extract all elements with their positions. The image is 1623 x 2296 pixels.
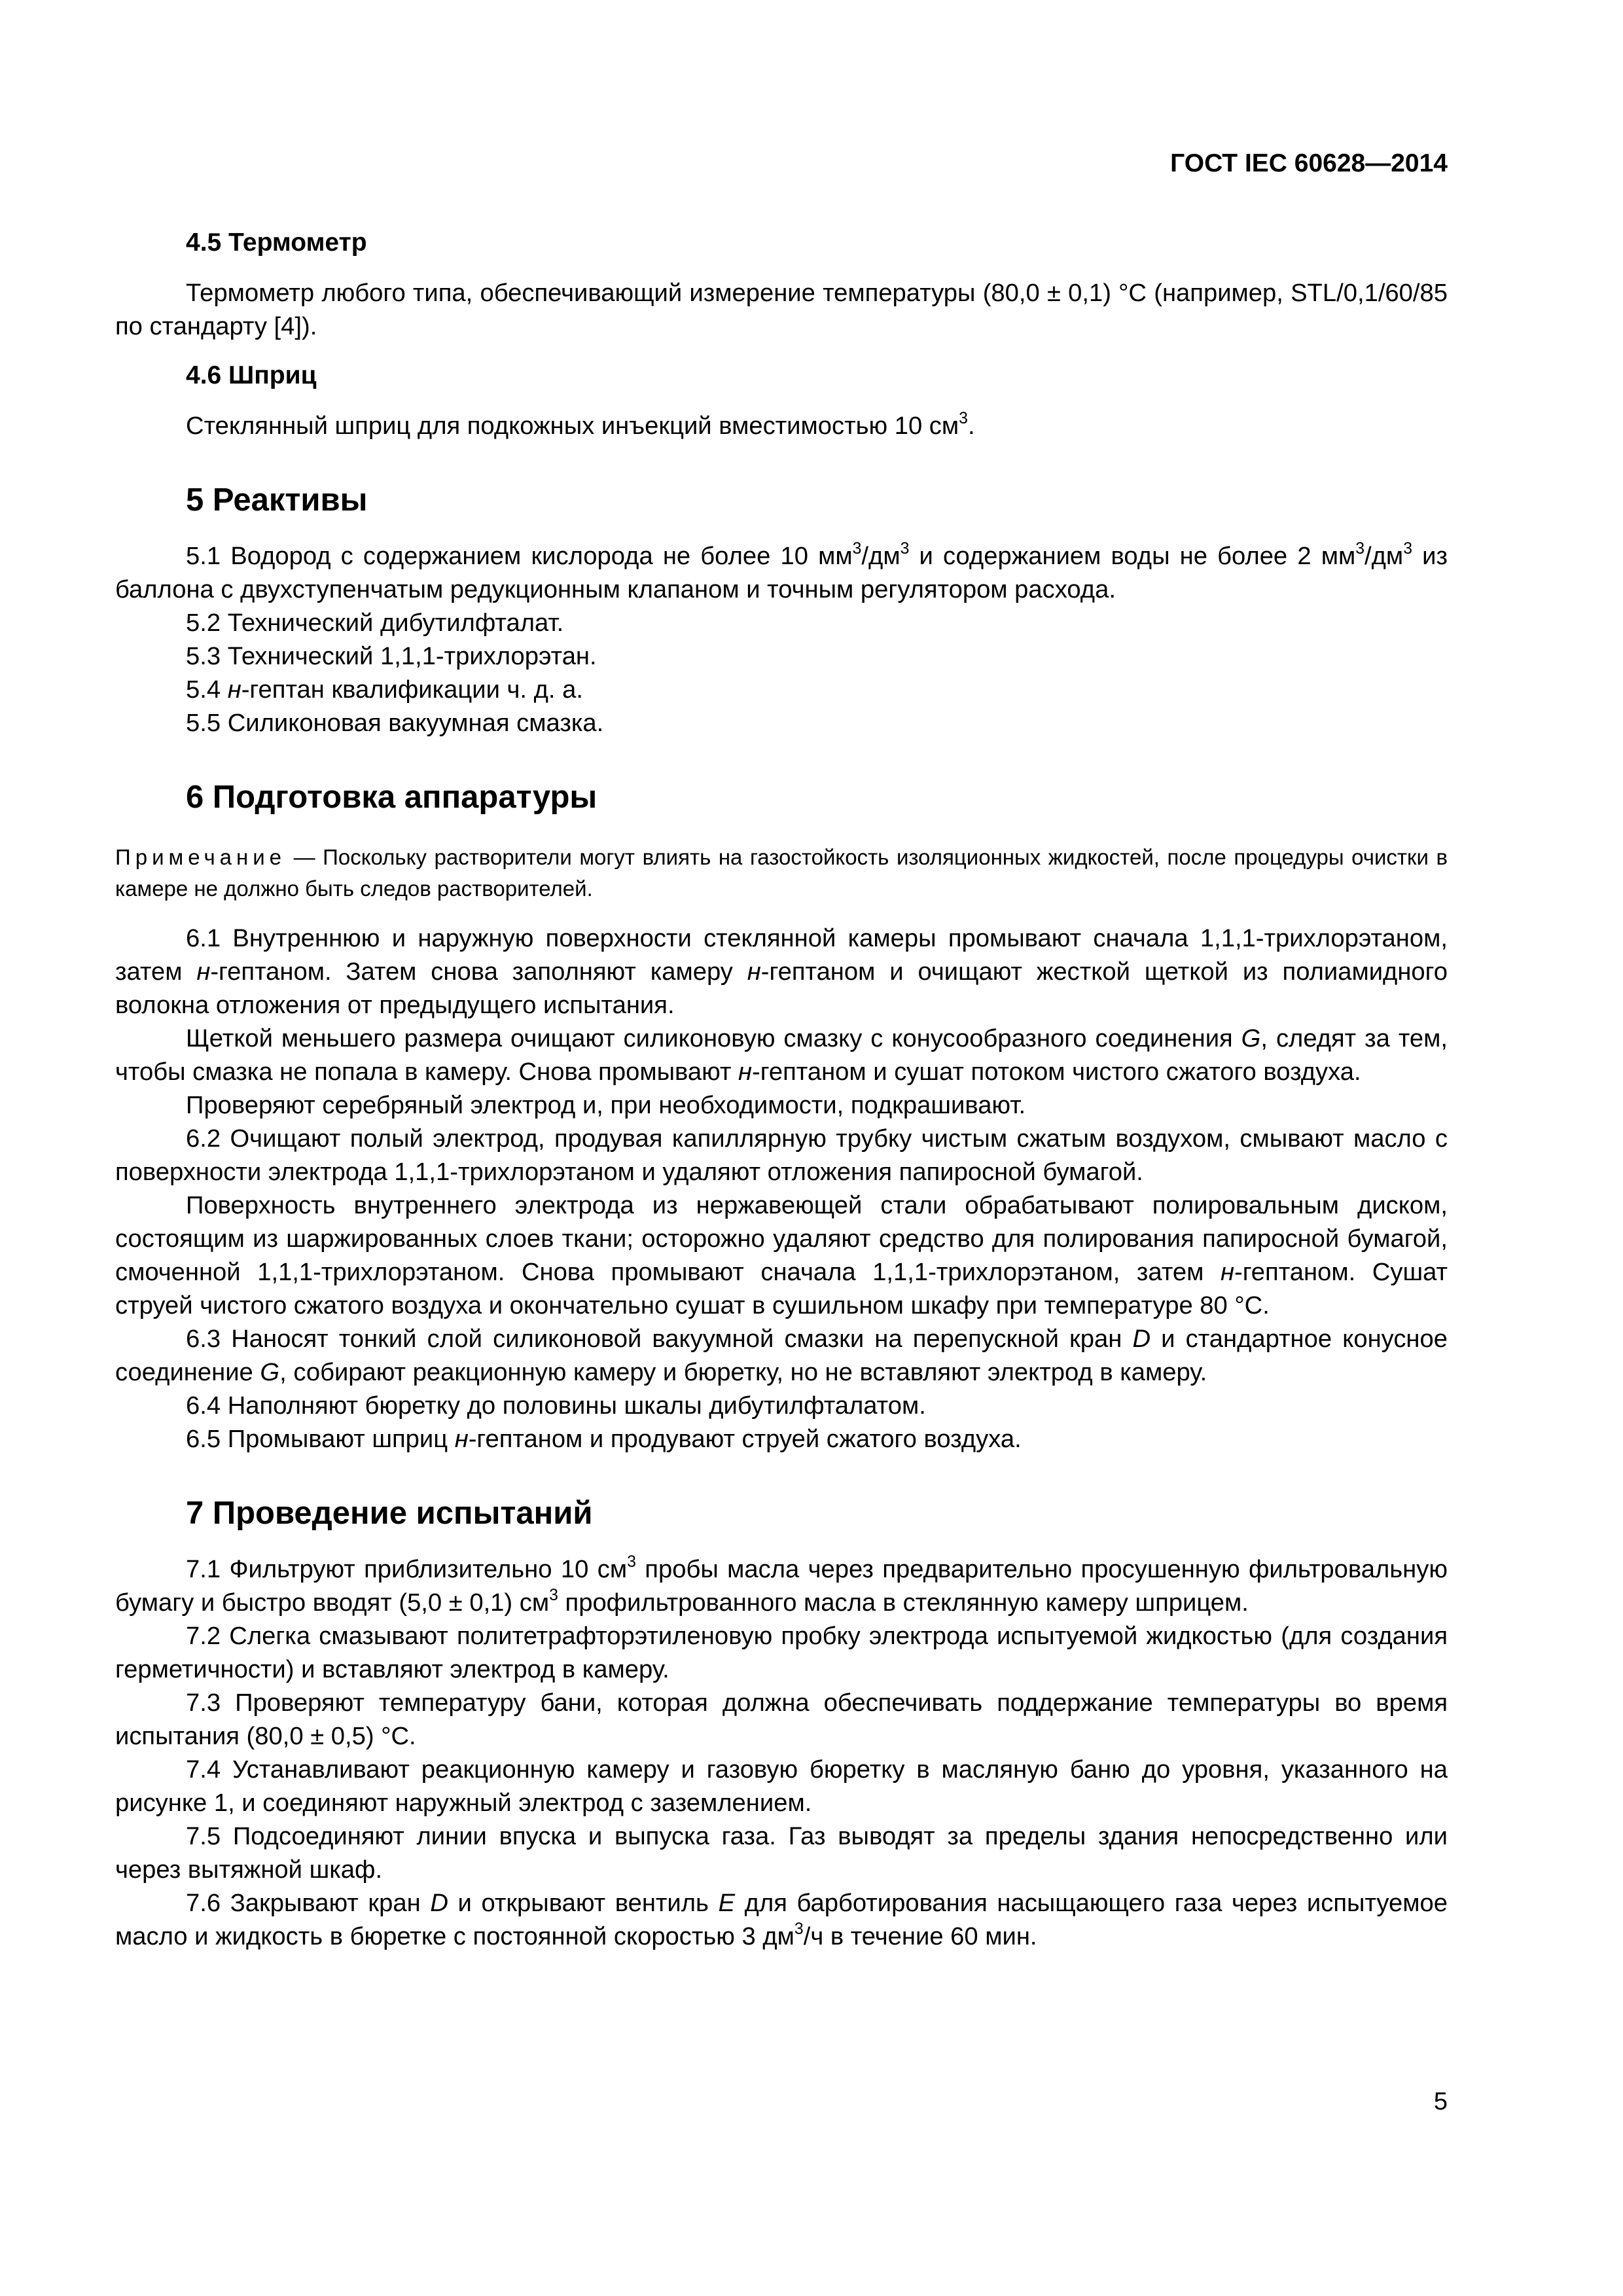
paragraph-6-5: 6.5 Промывают шприц н-гептаном и продувают струей сжатого воздуха. <box>186 1425 1022 1453</box>
paragraph-6-4: 6.4 Наполняют бюретку до половины шкалы дибутилфталатом. <box>186 1391 926 1420</box>
paragraph-7-1: 7.1 Фильтруют приблизительно 10 $см^3$ пробы масла через предварительно просушенную фильтровальную бумагу и быстро вводят (5,0 ± 0,1) $см^3$ профильтрованного масла в стеклянную камеру шприцем. <box>115 1552 1448 1617</box>
paragraph-5-3: 5.3 Технический 1,1,1-трихлорэтан. <box>186 642 597 670</box>
section-4-5-text: Термометр любого типа, обеспечивающий измерение температуры (80,0 ± 0,1) °С (например, STL/0,1/60/85 по стандарту [4]). <box>115 279 1448 340</box>
section-4-6-title: 4.6 Шприц <box>186 361 317 389</box>
note <box>115 842 1448 905</box>
paragraph-6-3: 6.3 Наносят тонкий слой силиконовой вакуумной смазки на перепускной кран D и стандартное конусное соединение G, собирают реакционную камеру и бюретку, но не вставляют электрод в камеру. <box>115 1325 1448 1386</box>
page-number: 5 <box>1433 2088 1448 2115</box>
paragraph-6-1-electrode: Проверяют серебряный электрод и, при необходимости, подкрашивают. <box>186 1091 1026 1119</box>
section-7-heading: 7 Проведение испытаний <box>186 1496 593 1531</box>
section-4-5-title: 4.5 Термометр <box>186 228 367 257</box>
paragraph-5-1: 5.1 Водород с содержанием кислорода не более 10 $мм^3/дм^3$ и содержанием воды не более 2 $мм^3/дм^3$ из баллона с двухступенчатым редукционным клапаном и точным регулятором расхода. <box>115 539 1448 603</box>
paragraph-7-4: 7.4 Устанавливают реакционную камеру и газовую бюретку в масляную баню до уровня, указанного на рисунке 1, и соединяют наружный электрод с заземлением. <box>115 1755 1448 1817</box>
paragraph-7-5: 7.5 Подсоединяют линии впуска и выпуска газа. Газ выводят за пределы здания непосредственно или через вытяжной шкаф. <box>115 1822 1448 1884</box>
paragraph-7-6: 7.6 Закрывают кран D и открывают вентиль E для барботирования насыщающего газа через испытуемое масло и жидкость в бюретке с постоянной скоростью 3 $дм^3/ч$ в течение 60 мин. <box>115 1889 1448 1950</box>
paragraph-5-5: 5.5 Силиконовая вакуумная смазка. <box>186 709 604 737</box>
paragraph-5-4: 5.4 н-гептан квалификации ч. д. а. <box>186 675 583 704</box>
paragraph-7-3: 7.3 Проверяют температуру бани, которая должна обеспечивать поддержание температуры во время испытания (80,0 ± 0,5) °С. <box>115 1689 1448 1750</box>
paragraph-5-2: 5.2 Технический дибутилфталат. <box>186 609 564 637</box>
paragraph-7-2: 7.2 Слегка смазывают политетрафторэтиленовую пробку электрода испытуемой жидкостью (для создания герметичности) и вставляют электрод в камеру. <box>115 1622 1448 1683</box>
section-4-6-text: Стеклянный шприц для подкожных инъекций вместимостью 10 $см^3$. <box>186 409 975 440</box>
paragraph-6-2: 6.2 Очищают полый электрод, продувая капиллярную трубку чистым сжатым воздухом, смывают масло с поверхности электрода 1,1,1-трихлорэтаном и удаляют отложения папиросной бумагой. <box>115 1124 1448 1186</box>
note-text: — Поскольку растворители могут влиять на газостойкость изоляционных жидкостей, после процедуры очистки в камере не должно быть следов растворителей. <box>115 845 1448 901</box>
note-label: Примечание <box>115 845 287 869</box>
paragraph-6-1-cont: Щеткой меньшего размера очищают силиконовую смазку с конусообразного соединения G, следят за тем, чтобы смазка не попала в камеру. Снова промывают н-гептаном и сушат потоком чистого сжатого воздуха. <box>115 1024 1448 1086</box>
paragraph-6-2-cont: Поверхность внутреннего электрода из нержавеющей стали обрабатывают полировальным диском, состоящим из шаржированных слоев ткани; осторожно удаляют средство для полирования папиросной бумагой, смоченной 1,1,1-трихлорэтаном. Снова промывают сначала 1,1,1-трихлорэтаном, затем н-гептаном. Сушат струей чистого сжатого воздуха и окончательно сушат в сушильном шкафу при температуре 80 °С. <box>115 1191 1448 1319</box>
paragraph-6-1: 6.1 Внутреннюю и наружную поверхности стеклянной камеры промывают сначала 1,1,1-трихлорэтаном, затем н-гептаном. Затем снова заполняют камеру н-гептаном и очищают жесткой щеткой из полиамидного волокна отложения от предыдущего испытания. <box>115 924 1448 1019</box>
page-content <box>115 226 1448 1953</box>
section-6-heading: 6 Подготовка аппаратуры <box>186 780 597 815</box>
section-5-heading: 5 Реактивы <box>186 482 368 518</box>
document-code: ГОСТ IEC 60628—2014 <box>1170 149 1448 177</box>
